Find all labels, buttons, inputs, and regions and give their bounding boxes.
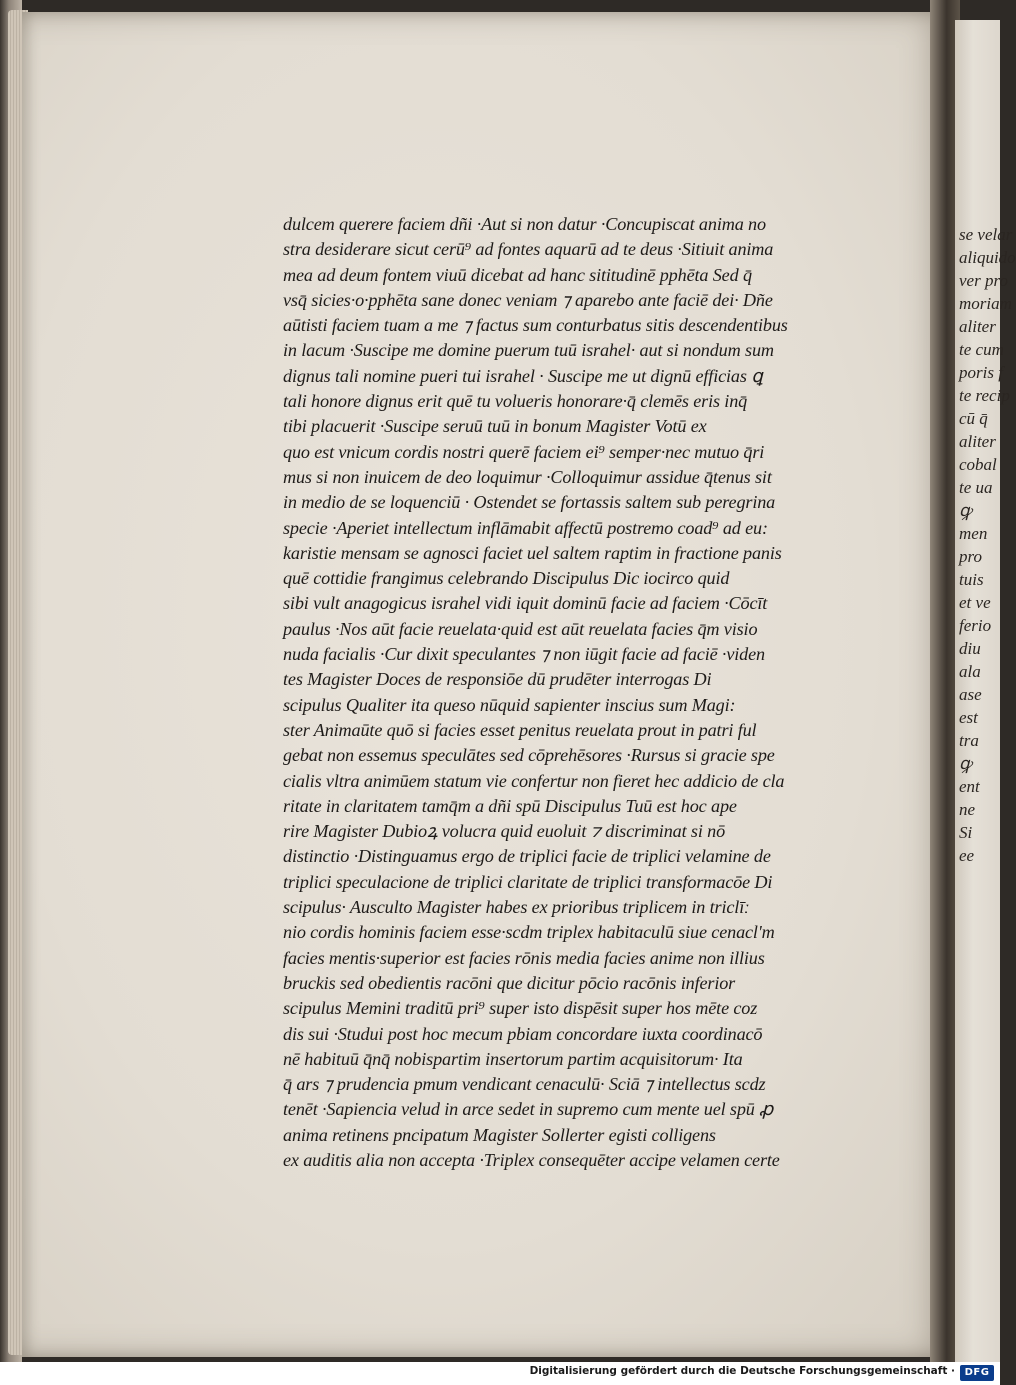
text-line: nio cordis hominis faciem esse·scdm triplex habitaculū siue cenacl'm bbox=[283, 922, 775, 943]
text-line: scipulus Memini traditū pri⁹ super isto dispēsit super hos mēte coz bbox=[283, 998, 758, 1019]
text-line: ster Animaūte quō si facies esset penitus reuelata prout in patri ful bbox=[283, 719, 757, 740]
facing-page-fragment: Si bbox=[959, 823, 973, 842]
facing-page-fragment: pro bbox=[959, 547, 982, 566]
text-line: triplici speculacione de triplici claritate de triplici transformacōe Di bbox=[283, 871, 773, 892]
text-line: scipulus· Ausculto Magister habes ex prioribus triplicem in triclīː bbox=[283, 897, 749, 918]
facing-page-fragment: te ua bbox=[959, 478, 993, 497]
text-line: tes Magister Doces de responsiōe dū prudēter interrogas Di bbox=[283, 669, 712, 690]
facing-page-fragment: ferio bbox=[959, 616, 992, 635]
text-line: tali honore dignus erit quē tu volueris honorare·q̄ clemēs eris inq̄ bbox=[283, 391, 748, 412]
facing-page-fragment: ala bbox=[959, 662, 981, 681]
text-line: cialis vltra animūem statum vie confertur non fieret hec addicio de cla bbox=[283, 770, 785, 791]
footer-bar bbox=[0, 1362, 1000, 1385]
facing-page-fragment: poris f bbox=[959, 363, 1003, 382]
page-text-block bbox=[283, 212, 868, 1173]
text-line: dulcem querere faciem dñi ·Aut si non datur ·Concupiscat anima no bbox=[283, 214, 766, 234]
text-line: ex auditis alia non accepta ·Triplex consequēter accipe velamen certe bbox=[283, 1149, 780, 1170]
facing-page-fragment: et ve bbox=[959, 593, 991, 612]
text-line: vsq̄ sicies·o·pphēta sane donec veniam ⁊ aparebo ante faciē dei· Dñe bbox=[283, 289, 773, 310]
facing-page-fragment: ne bbox=[959, 800, 976, 819]
text-line: stra desiderare sicut cerū⁹ ad fontes aquarū ad te deus ·Sitiuit anima bbox=[283, 239, 774, 260]
text-line: in lacum ·Suscipe me domine puerum tuū israhel· aut si nondum sum bbox=[283, 340, 774, 361]
facing-page-fragment: tra bbox=[959, 731, 979, 750]
text-line: sibi vult anagogicus israhel vidi iquit dominū facie ad faciem ·Cōcīt bbox=[283, 593, 768, 614]
text-line: scipulus Qualiter ita queso nūquid sapienter inscius sum Magi: bbox=[283, 694, 736, 715]
facing-page-fragment: cobal bbox=[959, 455, 997, 474]
dfg-logo-icon: DFG bbox=[960, 1365, 994, 1381]
facing-page-fragment: aliquido bbox=[959, 248, 1016, 267]
facing-page-fragment: est bbox=[959, 708, 978, 727]
text-line: anima retinens pncipatum Magister Sollerter egisti colligens bbox=[283, 1124, 716, 1145]
text-line: tenēt ·Sapiencia velud in arce sedet in supremo cum mente uel spū ꝓ bbox=[283, 1099, 774, 1120]
text-line: tibi placuerit ·Suscipe seruū tuū in bonum Magister Votū ex bbox=[283, 416, 707, 437]
facing-page-fragment: te recip bbox=[959, 386, 1010, 405]
text-line: nē habituū q̄nq̄ nobispartim insertorum partim acquisitorum· Ita bbox=[283, 1048, 743, 1069]
text-line: dignus tali nomine pueri tui israhel · Suscipe me ut dignū efficias ꝗ bbox=[283, 365, 763, 386]
facing-page-fragment: ꝙ bbox=[959, 754, 972, 773]
text-line: mea ad deum fontem viuū dicebat ad hanc sititudinē pphēta Sed q̄ bbox=[283, 264, 752, 285]
text-line: quo est vnicum cordis nostri querē faciem ei⁹ semper·nec mutuo q̄ri bbox=[283, 441, 765, 462]
text-line: aūtisti faciem tuam a me ⁊ factus sum conturbatus sitis descendentibus bbox=[283, 315, 788, 336]
text-line: nuda facialis ·Cur dixit speculantes ⁊ non iūgit facie ad faciē ·viden bbox=[283, 644, 765, 665]
facing-page-fragment: ver pro bbox=[959, 271, 1008, 290]
text-line: q̄ ars ⁊ prudencia pmum vendicant cenaculū· Sciā ⁊ intellectus scdz bbox=[283, 1074, 766, 1095]
facing-page-fragment: ee bbox=[959, 846, 975, 865]
text-line: facies mentis·superior est facies rōnis media facies anime non illius bbox=[283, 947, 765, 968]
text-line: paulus ·Nos aūt facie reuelata·quid est aūt reuelata facies q̄m visio bbox=[283, 618, 758, 639]
text-line: distinctio ·Distinguamus ergo de triplici facie de triplici velamine de bbox=[283, 846, 771, 867]
text-line: karistie mensam se agnosci faciet uel saltem raptim in fractione panis bbox=[283, 542, 782, 563]
text-line: ritate in claritatem tamq̄m a dñi spū Discipulus Tuū est hoc ape bbox=[283, 795, 737, 816]
facing-page-fragment: aliter bbox=[959, 317, 996, 336]
facing-page-fragment: te cum bbox=[959, 340, 1004, 359]
facing-page-fragment: men bbox=[959, 524, 988, 543]
facing-page-fragment: se velar bbox=[959, 225, 1013, 244]
facing-page-fragment: cū q̄ bbox=[959, 409, 988, 428]
text-line: dis sui ·Studui post hoc mecum pbiam concordare iuxta coordinacō bbox=[283, 1023, 763, 1044]
facing-page-fragment: ase bbox=[959, 685, 982, 704]
text-line: bruckis sed obedientis racōni que dicitur pōcio racōnis inferior bbox=[283, 972, 736, 993]
text-line: in medio de se loquenciū · Ostendet se fortassis saltem sub peregrina bbox=[283, 492, 776, 513]
text-line: mus si non inuicem de deo loquimur ·Colloquimur assidue q̄tenus sit bbox=[283, 466, 772, 487]
facing-page-fragment: aliter bbox=[959, 432, 996, 451]
facing-page-fragment: diu bbox=[959, 639, 981, 658]
facing-page-fragment: ꝙ bbox=[959, 501, 972, 520]
text-line: quē cottidie frangimus celebrando Discipulus Dic iocirco quid bbox=[283, 568, 730, 589]
text-line: gebat non essemus speculātes sed cōprehēsores ·Rursus si gracie spe bbox=[283, 745, 775, 766]
facing-page-fragment: tuis bbox=[959, 570, 984, 589]
facing-page-edge bbox=[955, 20, 1016, 1365]
facing-page-fragment: ent bbox=[959, 777, 980, 796]
facing-page-fragment: moriam bbox=[959, 294, 1012, 313]
text-line: rire Magister Dubioꝝ volucra quid euoluit ⁊ discriminat si nō bbox=[283, 821, 726, 842]
text-line: specie ·Aperiet intellectum inflāmabit affectū postremo coad⁹ ad eu: bbox=[283, 517, 768, 538]
funding-credit: Digitalisierung gefördert durch die Deutsche Forschungsgemeinschaft · bbox=[529, 1365, 955, 1377]
